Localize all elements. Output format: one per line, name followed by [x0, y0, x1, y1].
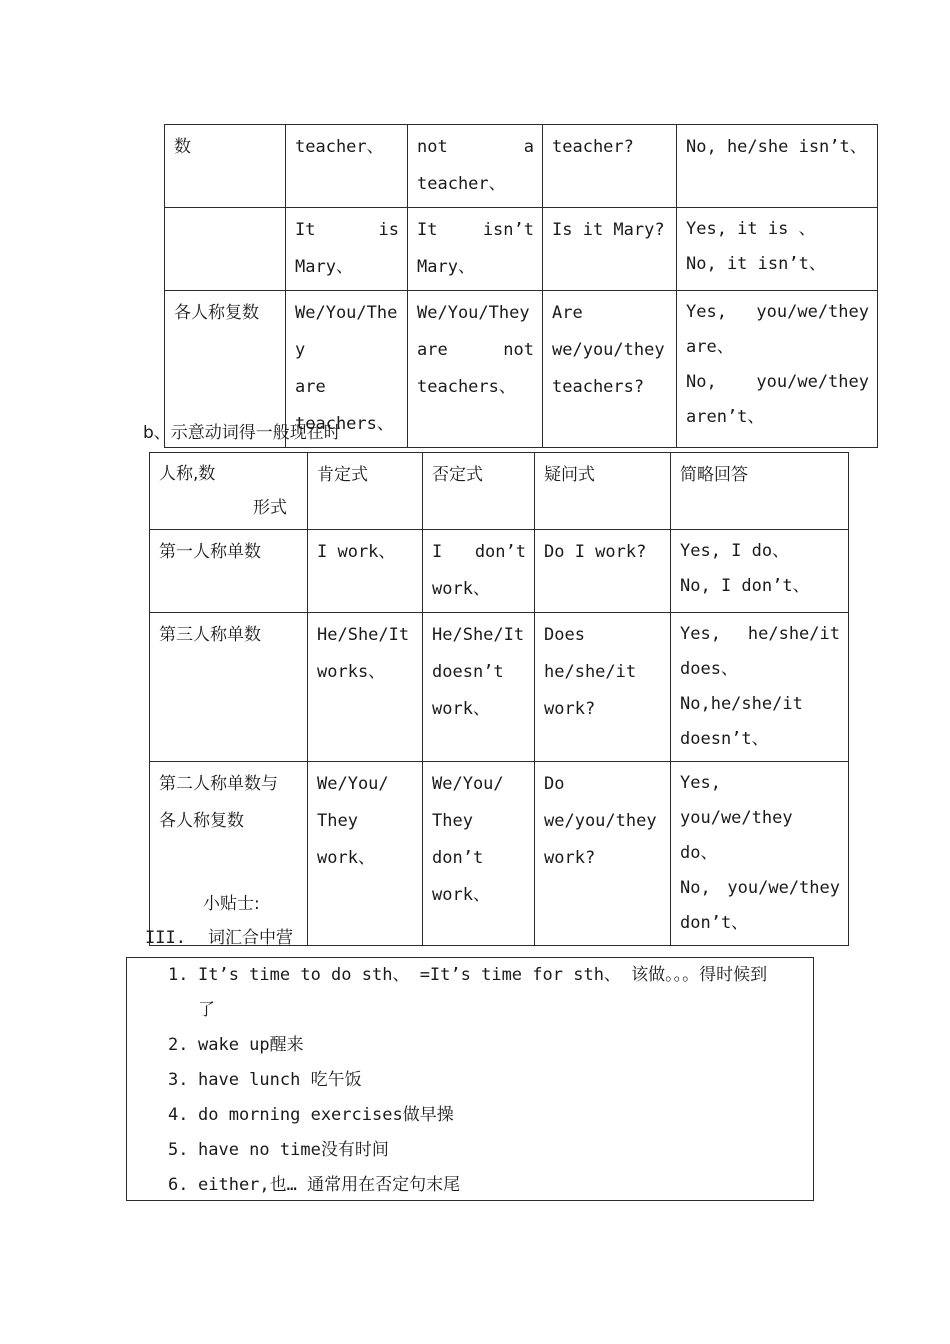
answer-cell: No, he/she isn’t、 [677, 125, 878, 208]
answer-cell: Yes, it is 、 No, it isn’t、 [677, 208, 878, 291]
table-row [165, 208, 878, 291]
do-verb-table [149, 452, 849, 946]
header-question: 疑问式 [535, 453, 671, 530]
table-row [150, 762, 849, 946]
affirmative-cell: We/You/ They work、 [308, 762, 423, 946]
negative-cell: He/She/It doesn’t work、 [423, 613, 535, 762]
answer-cell: Yes, he/she/it does、 No,he/she/it doesn’t、 [671, 613, 849, 762]
person-cell: 数 [165, 125, 286, 208]
vocab-box [126, 957, 814, 1201]
question-cell: Do we/you/they work? [535, 762, 671, 946]
answer-cell: Yes, I do、 No, I don’t、 [671, 530, 849, 613]
negative-cell: It isn’t Mary、 [408, 208, 543, 291]
question-cell: Is it Mary? [543, 208, 677, 291]
question-cell: Do I work? [535, 530, 671, 613]
list-item: 2. wake up醒来 [168, 1035, 304, 1055]
affirmative-cell: We/You/They are teachers、 [286, 291, 408, 448]
person-cell: 第一人称单数 [150, 530, 308, 613]
table-header-row [150, 453, 849, 530]
answer-cell: Yes, you/we/they do、 No, you/we/they don’t、 [671, 762, 849, 946]
person-cell: 第三人称单数 [150, 613, 308, 762]
list-item: 4. do morning exercises做早操 [168, 1105, 454, 1125]
affirmative-cell: I work、 [308, 530, 423, 613]
negative-cell: I don’t work、 [423, 530, 535, 613]
question-cell: Are we/you/they teachers? [543, 291, 677, 448]
table-row [150, 613, 849, 762]
table-row [165, 125, 878, 208]
answer-cell: Yes, you/we/they are、 No, you/we/they aren’t、 [677, 291, 878, 448]
negative-cell: not a teacher、 [408, 125, 543, 208]
affirmative-cell: teacher、 [286, 125, 408, 208]
tips-label: 小贴士: [203, 894, 260, 914]
vocab-list [127, 958, 813, 1203]
header-person: 人称,数 形式 [150, 453, 308, 530]
list-item: 3. have lunch 吃午饭 [168, 1070, 362, 1090]
question-cell: Does he/she/it work? [535, 613, 671, 762]
person-cell [165, 208, 286, 291]
negative-cell: We/You/They are not teachers、 [408, 291, 543, 448]
vocab-heading: III. 词汇合中营 [145, 928, 293, 948]
question-cell: teacher? [543, 125, 677, 208]
affirmative-cell: It is Mary、 [286, 208, 408, 291]
person-cell: 各人称复数 [165, 291, 286, 448]
be-verb-table [164, 124, 878, 448]
header-affirmative: 肯定式 [308, 453, 423, 530]
table-row [150, 530, 849, 613]
list-item: 1. It’s time to do sth、 =It’s time for sth、 该做。。。得时候到 了 [168, 965, 768, 1020]
negative-cell: We/You/ They don’t work、 [423, 762, 535, 946]
list-item: 5. have no time没有时间 [168, 1140, 389, 1160]
section-label-b: b、示意动词得一般现在时 [143, 423, 341, 443]
header-negative: 否定式 [423, 453, 535, 530]
list-item: 6. either,也… 通常用在否定句末尾 [168, 1175, 461, 1195]
affirmative-cell: He/She/It works、 [308, 613, 423, 762]
person-cell: 第二人称单数与 各人称复数 [150, 762, 308, 946]
header-answer: 简略回答 [671, 453, 849, 530]
